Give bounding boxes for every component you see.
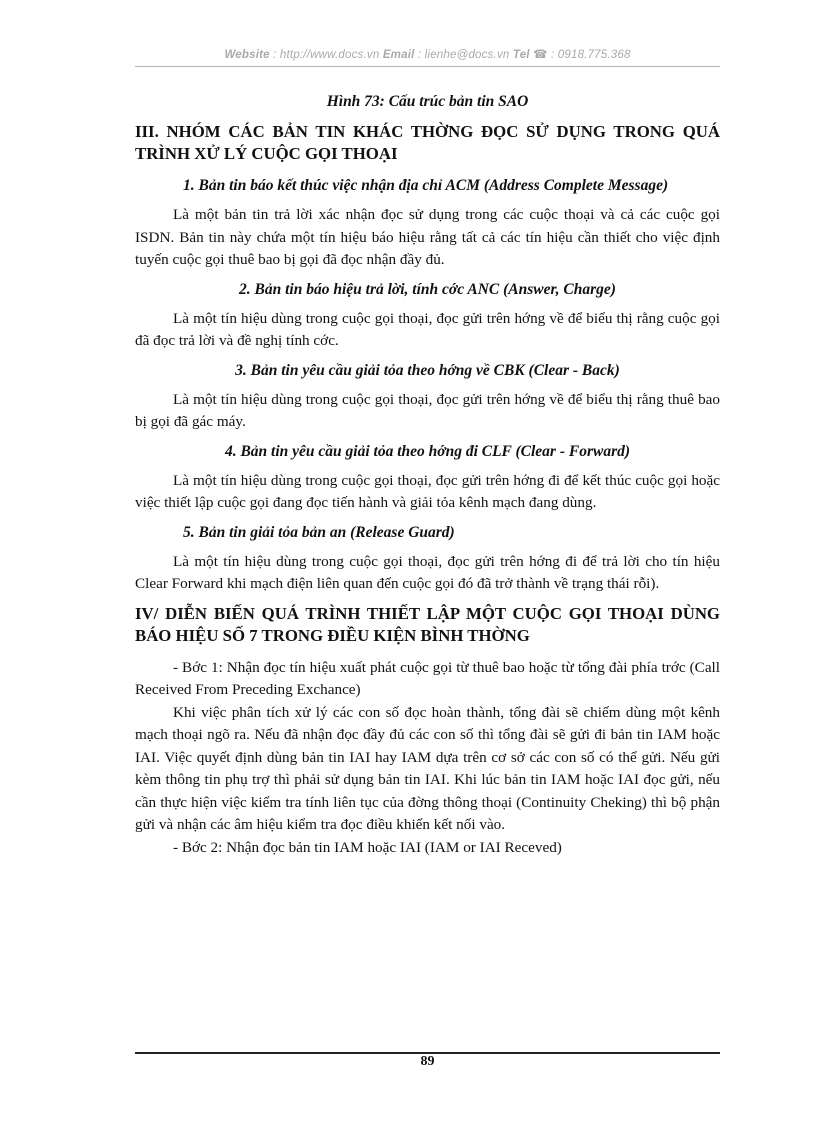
item-4-title: 4. Bản tin yêu cầu giải tỏa theo hớng đi CLF (Clear - Forward): [224, 442, 631, 460]
section-4-heading: IV/ DIỄN BIẾN QUÁ TRÌNH THIẾT LẬP MỘT CUỘC GỌI THOẠI DÙNG BÁO HIỆU SỐ 7 TRONG ĐIỀU KIỆN BÌNH THỜNG: [135, 603, 720, 645]
step-2-text: - Bớc 2: Nhận đọc bản tin IAM hoặc IAI (IAM or IAI Receved): [173, 838, 562, 856]
tel-value: ☎ : 0918.775.368: [529, 49, 631, 61]
item-3-title: 3. Bản tin yêu cầu giải tỏa theo hớng về CBK (Clear - Back): [235, 361, 620, 379]
step-1-text: - Bớc 1: Nhận đọc tín hiệu xuất phát cuộc gọi từ thuê bao hoặc từ tổng đài phía trớc (Call Received From Preceding Exchance): [135, 658, 720, 698]
item-2-text: Là một tín hiệu dùng trong cuộc gọi thoại, đọc gửi trên hớng về để biểu thị rằng cuộc gọi đã đọc trả lời và đề nghị tính cớc.: [135, 309, 720, 349]
item-1-text: Là một bản tin trả lời xác nhận đọc sử dụng trong các cuộc thoại và cả các cuộc gọi ISDN. Bản tin này chứa một tín hiệu báo hiệu rằng tất cả các tín hiệu cần thiết cho việc định tuyến cuộc gọi thuê bao bị gọi đã đọc nhận đầy đủ.: [135, 206, 720, 268]
tel-label: Tel: [512, 49, 530, 61]
item-2-title: 2. Bản tin báo hiệu trả lời, tính cớc ANC (Answer, Charge): [239, 280, 616, 298]
item-5-title: 5. Bản tin giải tỏa bản an (Release Guard): [183, 523, 455, 541]
item-5-text: Là một tín hiệu dùng trong cuộc gọi thoại, đọc gửi trên hớng đi để trả lời cho tín hiệu Clear Forward khi mạch điện liên quan đến cuộc gọi đó đã trở thành về trạng thái rỗi).: [135, 552, 720, 592]
page-number: 89: [420, 1054, 435, 1069]
email-value: : lienhe@docs.vn: [414, 49, 513, 61]
page-header: [135, 47, 720, 61]
step-1-detail: Khi việc phân tích xử lý các con số đọc hoàn thành, tổng đài sẽ chiếm dùng một kênh mạch thoại ngõ ra. Nếu đã nhận đọc đầy đủ các con số thì tổng đài sẽ gửi đi bản tin IAM hoặc IAI. Việc quyết định dùng bản tin IAI hay IAM dựa trên cơ sở các con số có thể gửi. Nếu gửi kèm thông tin phụ trợ thì phải sử dụng bản tin IAI. Khi lúc bản tin IAM hoặc IAI đọc gửi, nếu cần thực hiện việc kiểm tra tính liên tục của đờng thông thoại (Continuity Cheking) thì bộ phận gửi và nhận các âm hiệu kiểm tra đọc điều khiển kết nối vào.: [135, 703, 720, 833]
website-label: Website: [224, 49, 270, 61]
item-1-title: 1. Bản tin báo kết thúc việc nhận địa chỉ ACM (Address Complete Message): [183, 177, 669, 194]
section-3-heading: III. NHÓM CÁC BẢN TIN KHÁC THỜNG ĐỌC SỬ DỤNG TRONG QUÁ TRÌNH XỬ LÝ CUỘC GỌI THOẠI: [135, 122, 720, 163]
email-label: Email: [382, 49, 415, 61]
figure-caption: Hình 73: Cấu trúc bản tin SAO: [326, 93, 529, 110]
page-body: [135, 93, 720, 859]
item-4-text: Là một tín hiệu dùng trong cuộc gọi thoại, đọc gửi trên hớng đi để kết thúc cuộc gọi hoặc việc thiết lập cuộc gọi đang đọc tiến hành và giải tỏa kênh mạch đang dùng.: [135, 471, 720, 511]
website-value: : http://www.docs.vn: [269, 49, 383, 61]
item-3-text: Là một tín hiệu dùng trong cuộc gọi thoại, đọc gửi trên hớng về để biểu thị rằng thuê bao bị gọi đã gác máy.: [135, 390, 720, 430]
header-divider: [135, 66, 720, 67]
